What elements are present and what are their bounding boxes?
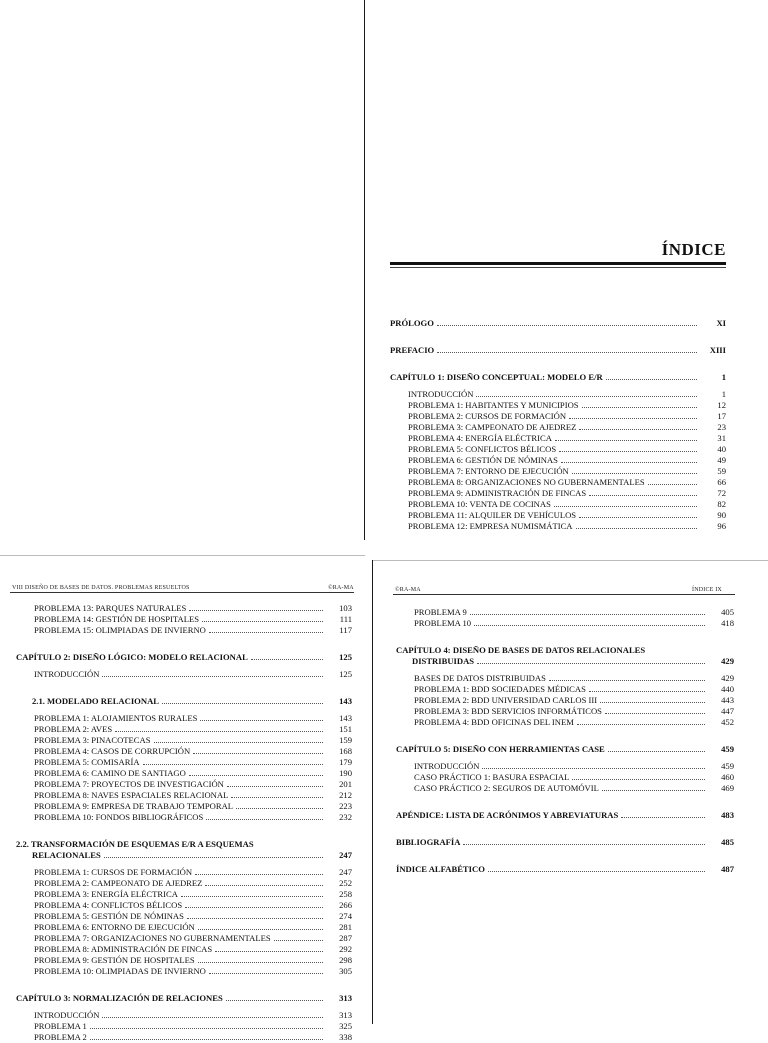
- toc-page-number: 31: [717, 433, 726, 443]
- toc-entry-label: PROBLEMA 8: ORGANIZACIONES NO GUBERNAMENTALES: [408, 477, 645, 487]
- toc-page-number: 313: [339, 1010, 352, 1020]
- leader-dots: [236, 808, 323, 809]
- toc-entry[interactable]: [16, 966, 352, 977]
- toc-entry-label: PROBLEMA 12: EMPRESA NUMISMÁTICA: [408, 521, 573, 531]
- toc-entry-label: PROBLEMA 10: FONDOS BIBLIOGRÁFICOS: [34, 812, 204, 822]
- leader-dots: [227, 786, 323, 787]
- toc-entry-label: PROBLEMA 7: ORGANIZACIONES NO GUBERNAMENTALES: [34, 933, 271, 943]
- toc-entry[interactable]: [396, 783, 734, 794]
- toc-entry[interactable]: [16, 713, 352, 724]
- leader-dots: [195, 874, 323, 875]
- toc-page-number: 459: [721, 761, 734, 771]
- toc-entry[interactable]: [390, 411, 726, 422]
- leader-dots: [198, 929, 323, 930]
- toc-entry[interactable]: [16, 867, 352, 878]
- leader-dots: [602, 790, 705, 791]
- toc-page-number: 103: [339, 603, 352, 613]
- toc-entry[interactable]: [396, 695, 734, 706]
- toc-page-number: 452: [721, 717, 734, 727]
- leader-dots: [589, 691, 705, 692]
- toc-entry-label: PROBLEMA 11: ALQUILER DE VEHÍCULOS: [408, 510, 577, 520]
- toc-entry[interactable]: [16, 900, 352, 911]
- toc-entry-label: PROBLEMA 6: GESTIÓN DE NÓMINAS: [408, 455, 558, 465]
- leader-dots: [569, 418, 697, 419]
- leader-dots: [582, 407, 697, 408]
- toc-heading[interactable]: [396, 837, 734, 848]
- toc-entry-label: PRÓLOGO: [390, 318, 434, 328]
- toc-spacer: [396, 794, 734, 810]
- toc-entry[interactable]: [396, 607, 734, 618]
- toc-page-3: [396, 607, 734, 875]
- toc-entry[interactable]: [16, 779, 352, 790]
- toc-page-number: 325: [339, 1021, 352, 1031]
- page-title: ÍNDICE: [661, 240, 726, 259]
- toc-page-number: 96: [717, 521, 726, 531]
- toc-heading-label: DISTRIBUIDAS: [412, 656, 475, 666]
- toc-entry[interactable]: [396, 673, 734, 684]
- toc-page-number: 429: [721, 656, 734, 666]
- toc-entry-label: PROBLEMA 14: GESTIÓN DE HOSPITALES: [34, 614, 199, 624]
- toc-page-number: 281: [339, 922, 352, 932]
- toc-page-1: [390, 318, 726, 532]
- leader-dots: [579, 517, 697, 518]
- toc-entry[interactable]: [390, 466, 726, 477]
- toc-spacer: [396, 728, 734, 744]
- toc-page-number: 72: [717, 488, 726, 498]
- toc-entry-label: INTRODUCCIÓN: [414, 761, 480, 771]
- leader-dots: [209, 973, 323, 974]
- running-header-left: VIII DISEÑO DE BASES DE DATOS. PROBLEMAS RESUELTOS: [12, 585, 190, 591]
- toc-entry-label: CASO PRÁCTICO 1: BASURA ESPACIAL: [414, 772, 570, 782]
- running-header-right: ©RA-MA: [328, 585, 354, 591]
- toc-entry-label: PROBLEMA 6: ENTORNO DE EJECUCIÓN: [34, 922, 195, 932]
- toc-entry[interactable]: [16, 669, 352, 680]
- toc-page-number: 274: [339, 911, 352, 921]
- toc-entry-label: PROBLEMA 4: CASOS DE CORRUPCIÓN: [34, 746, 191, 756]
- toc-entry[interactable]: [396, 761, 734, 772]
- toc-entry-label: PROBLEMA 2: CAMPEONATO DE AJEDREZ: [34, 878, 203, 888]
- toc-spacer: [16, 680, 352, 696]
- toc-page-number: 201: [339, 779, 352, 789]
- toc-page-number: 179: [339, 757, 352, 767]
- toc-entry-label: PROBLEMA 9: ADMINISTRACIÓN DE FINCAS: [408, 488, 587, 498]
- toc-page-number: 117: [339, 625, 352, 635]
- toc-page-number: 17: [717, 411, 726, 421]
- toc-entry-label: PROBLEMA 1: ALOJAMIENTOS RURALES: [34, 713, 198, 723]
- leader-dots: [555, 440, 697, 441]
- leader-dots: [621, 817, 705, 818]
- toc-heading[interactable]: [16, 993, 352, 1004]
- toc-entry[interactable]: [16, 625, 352, 636]
- toc-page-number: 469: [721, 783, 734, 793]
- toc-entry-label: APÉNDICE: LISTA DE ACRÓNIMOS Y ABREVIATURAS: [396, 810, 619, 820]
- title-rule-thin: [390, 267, 726, 268]
- leader-dots: [205, 885, 323, 886]
- toc-entry[interactable]: [390, 422, 726, 433]
- toc-page-number: 443: [721, 695, 734, 705]
- toc-entry-label: PROBLEMA 3: ENERGÍA ELÉCTRICA: [34, 889, 178, 899]
- toc-page-number: XI: [716, 318, 726, 328]
- toc-entry-label: PROBLEMA 1: HABITANTES Y MUNICIPIOS: [408, 400, 579, 410]
- leader-dots: [589, 495, 697, 496]
- toc-entry-label: BIBLIOGRAFÍA: [396, 837, 461, 847]
- toc-entry-label: PROBLEMA 10: OLIMPIADAS DE INVIERNO: [34, 966, 206, 976]
- leader-dots: [251, 659, 323, 660]
- leader-dots: [554, 506, 697, 507]
- toc-entry[interactable]: [16, 746, 352, 757]
- toc-entry-label: ÍNDICE ALFABÉTICO: [396, 864, 485, 874]
- leader-dots: [226, 1000, 323, 1001]
- toc-entry[interactable]: [16, 1032, 352, 1043]
- leader-dots: [648, 484, 697, 485]
- toc-entry-label: PROBLEMA 9: GESTIÓN DE HOSPITALES: [34, 955, 195, 965]
- toc-entry[interactable]: [16, 889, 352, 900]
- toc-entry-label: PROBLEMA 3: PINACOTECAS: [34, 735, 151, 745]
- toc-entry-label: INTRODUCCIÓN: [34, 1010, 100, 1020]
- leader-dots: [476, 396, 697, 397]
- toc-entry-label: PROBLEMA 4: ENERGÍA ELÉCTRICA: [408, 433, 552, 443]
- toc-heading-label: CAPÍTULO 4: DISEÑO DE BASES DE DATOS RELACIONALES: [396, 645, 646, 655]
- toc-entry-label: PROBLEMA 9: [414, 607, 467, 617]
- leader-dots: [488, 871, 705, 872]
- toc-page-number: 90: [717, 510, 726, 520]
- toc-page-number: 247: [339, 850, 352, 860]
- leader-dots: [559, 451, 697, 452]
- toc-page-number: 418: [721, 618, 734, 628]
- toc-entry[interactable]: [396, 684, 734, 695]
- toc-heading[interactable]: [16, 696, 352, 707]
- toc-page-number: XIII: [709, 345, 726, 355]
- header-rule: [10, 592, 354, 593]
- toc-entry[interactable]: [390, 433, 726, 444]
- toc-entry[interactable]: [16, 614, 352, 625]
- leader-dots: [437, 325, 697, 326]
- toc-entry-label: PROBLEMA 1: CURSOS DE FORMACIÓN: [34, 867, 193, 877]
- toc-entry-label: BASES DE DATOS DISTRIBUIDAS: [414, 673, 546, 683]
- toc-heading[interactable]: [16, 652, 352, 663]
- toc-entry[interactable]: [390, 510, 726, 521]
- running-header-left: ©RA-MA: [395, 587, 421, 593]
- page-divider-bottom: [372, 560, 373, 1024]
- leader-dots: [193, 753, 323, 754]
- toc-entry[interactable]: [16, 944, 352, 955]
- leader-dots: [231, 797, 323, 798]
- leader-dots: [102, 676, 323, 677]
- toc-entry-label: 2.1. MODELADO RELACIONAL: [32, 696, 160, 706]
- leader-dots: [579, 429, 697, 430]
- toc-entry-label: PROBLEMA 6: CAMINO DE SANTIAGO: [34, 768, 186, 778]
- toc-entry-label: PROBLEMA 4: BDD OFICINAS DEL INEM: [414, 717, 574, 727]
- leader-dots: [189, 775, 323, 776]
- toc-page-number: 190: [339, 768, 352, 778]
- leader-dots: [162, 703, 323, 704]
- toc-page-number: 483: [721, 810, 734, 820]
- leader-dots: [181, 896, 323, 897]
- toc-entry-label: PROBLEMA 8: NAVES ESPACIALES RELACIONAL: [34, 790, 229, 800]
- toc-entry[interactable]: [16, 812, 352, 823]
- toc-heading[interactable]: [390, 345, 726, 356]
- leader-dots: [189, 610, 323, 611]
- leader-dots: [600, 702, 705, 703]
- toc-entry-label: PROBLEMA 3: CAMPEONATO DE AJEDREZ: [408, 422, 577, 432]
- toc-page-number: 247: [339, 867, 352, 877]
- toc-page-number: 1: [721, 389, 726, 399]
- toc-page-number: 266: [339, 900, 352, 910]
- page-edge-right: [373, 560, 768, 561]
- toc-entry-label: INTRODUCCIÓN: [408, 389, 474, 399]
- leader-dots: [104, 857, 323, 858]
- leader-dots: [154, 742, 323, 743]
- toc-heading-label: 2.2. TRANSFORMACIÓN DE ESQUEMAS E/R A ESQUEMAS: [16, 839, 254, 849]
- toc-entry[interactable]: [390, 477, 726, 488]
- toc-page-number: 12: [717, 400, 726, 410]
- toc-entry[interactable]: [396, 618, 734, 629]
- toc-entry[interactable]: [390, 488, 726, 499]
- toc-page-number: 223: [339, 801, 352, 811]
- toc-page-number: 66: [717, 477, 726, 487]
- toc-page-number: 59: [717, 466, 726, 476]
- toc-entry[interactable]: [16, 757, 352, 768]
- leader-dots: [482, 768, 705, 769]
- toc-heading[interactable]: [390, 372, 726, 383]
- toc-page-number: 258: [339, 889, 352, 899]
- toc-entry[interactable]: [16, 724, 352, 735]
- toc-page-number: 440: [721, 684, 734, 694]
- toc-page-number: 125: [339, 669, 352, 679]
- leader-dots: [90, 1039, 323, 1040]
- toc-heading[interactable]: [390, 318, 726, 329]
- toc-page-number: 212: [339, 790, 352, 800]
- toc-page-number: 23: [717, 422, 726, 432]
- toc-entry-label: PROBLEMA 1: [34, 1021, 87, 1031]
- leader-dots: [606, 379, 697, 380]
- toc-entry-label: INTRODUCCIÓN: [34, 669, 100, 679]
- leader-dots: [274, 940, 323, 941]
- toc-page-2: [16, 603, 352, 1043]
- toc-entry[interactable]: [16, 768, 352, 779]
- leader-dots: [202, 621, 323, 622]
- leader-dots: [463, 844, 705, 845]
- toc-entry[interactable]: [16, 933, 352, 944]
- toc-entry-label: CAPÍTULO 5: DISEÑO CON HERRAMIENTAS CASE: [396, 744, 605, 754]
- toc-entry[interactable]: [390, 400, 726, 411]
- toc-heading[interactable]: [396, 810, 734, 821]
- toc-heading[interactable]: [396, 645, 734, 656]
- leader-dots: [576, 528, 697, 529]
- toc-entry[interactable]: [16, 603, 352, 614]
- toc-entry[interactable]: [390, 521, 726, 532]
- toc-entry-label: PROBLEMA 15: OLIMPIADAS DE INVIERNO: [34, 625, 206, 635]
- leader-dots: [561, 462, 697, 463]
- toc-heading-continuation[interactable]: [396, 656, 734, 667]
- toc-entry[interactable]: [16, 801, 352, 812]
- toc-page-number: 487: [721, 864, 734, 874]
- page-edge-left: [0, 555, 365, 556]
- leader-dots: [187, 918, 323, 919]
- leader-dots: [470, 614, 705, 615]
- toc-spacer: [396, 848, 734, 864]
- leader-dots: [143, 764, 323, 765]
- toc-spacer: [390, 356, 726, 372]
- toc-entry-label: PREFACIO: [390, 345, 435, 355]
- leader-dots: [102, 1017, 323, 1018]
- toc-entry-label: PROBLEMA 3: BDD SERVICIOS INFORMÁTICOS: [414, 706, 602, 716]
- toc-page-number: 143: [339, 713, 352, 723]
- toc-page-number: 287: [339, 933, 352, 943]
- toc-entry[interactable]: [16, 1021, 352, 1032]
- toc-entry[interactable]: [16, 878, 352, 889]
- toc-entry-label: PROBLEMA 13: PARQUES NATURALES: [34, 603, 187, 613]
- title-rule: [390, 262, 726, 265]
- leader-dots: [198, 962, 323, 963]
- toc-entry-label: PROBLEMA 1: BDD SOCIEDADES MÉDICAS: [414, 684, 586, 694]
- leader-dots: [185, 907, 323, 908]
- toc-page-number: 447: [721, 706, 734, 716]
- toc-entry[interactable]: [396, 706, 734, 717]
- toc-page-number: 405: [721, 607, 734, 617]
- leader-dots: [90, 1028, 323, 1029]
- toc-page-number: 1: [721, 372, 726, 382]
- toc-spacer: [396, 821, 734, 837]
- toc-spacer: [390, 329, 726, 345]
- toc-entry-label: PROBLEMA 5: CONFLICTOS BÉLICOS: [408, 444, 557, 454]
- toc-spacer: [16, 977, 352, 993]
- toc-entry-label: PROBLEMA 7: ENTORNO DE EJECUCIÓN: [408, 466, 569, 476]
- toc-entry-label: PROBLEMA 5: GESTIÓN DE NÓMINAS: [34, 911, 184, 921]
- toc-entry[interactable]: [390, 389, 726, 400]
- toc-entry-label: PROBLEMA 2: AVES: [34, 724, 113, 734]
- leader-dots: [209, 632, 323, 633]
- leader-dots: [572, 473, 697, 474]
- leader-dots: [437, 352, 697, 353]
- toc-entry-label: PROBLEMA 2: BDD UNIVERSIDAD CARLOS III: [414, 695, 598, 705]
- toc-page-number: 485: [721, 837, 734, 847]
- toc-entry[interactable]: [16, 1010, 352, 1021]
- toc-spacer: [16, 636, 352, 652]
- leader-dots: [215, 951, 323, 952]
- toc-entry[interactable]: [390, 444, 726, 455]
- toc-page-number: 305: [339, 966, 352, 976]
- toc-entry-label: PROBLEMA 8: ADMINISTRACIÓN DE FINCAS: [34, 944, 213, 954]
- toc-entry-label: PROBLEMA 2: CURSOS DE FORMACIÓN: [408, 411, 567, 421]
- toc-spacer: [396, 629, 734, 645]
- toc-entry-label: CASO PRÁCTICO 2: SEGUROS DE AUTOMÓVIL: [414, 783, 599, 793]
- toc-entry-label: CAPÍTULO 3: NORMALIZACIÓN DE RELACIONES: [16, 993, 223, 1003]
- leader-dots: [206, 819, 323, 820]
- toc-page-number: 49: [717, 455, 726, 465]
- toc-entry[interactable]: [16, 735, 352, 746]
- toc-entry[interactable]: [396, 772, 734, 783]
- toc-entry-label: PROBLEMA 4: CONFLICTOS BÉLICOS: [34, 900, 183, 910]
- toc-heading-continuation[interactable]: [16, 850, 352, 861]
- toc-entry-label: PROBLEMA 10: VENTA DE COCINAS: [408, 499, 551, 509]
- toc-page-number: 313: [339, 993, 352, 1003]
- toc-entry-label: CAPÍTULO 2: DISEÑO LÓGICO: MODELO RELACIONAL: [16, 652, 248, 662]
- toc-entry-label: CAPÍTULO 1: DISEÑO CONCEPTUAL: MODELO E/R: [390, 372, 603, 382]
- toc-page-number: 429: [721, 673, 734, 683]
- toc-heading[interactable]: [396, 864, 734, 875]
- page-divider-top: [364, 0, 365, 540]
- toc-page-number: 460: [721, 772, 734, 782]
- leader-dots: [608, 751, 705, 752]
- leader-dots: [577, 724, 705, 725]
- toc-page-number: 40: [717, 444, 726, 454]
- toc-spacer: [16, 823, 352, 839]
- toc-entry-label: PROBLEMA 2: [34, 1032, 87, 1042]
- toc-heading[interactable]: [16, 839, 352, 850]
- toc-page-number: 298: [339, 955, 352, 965]
- toc-page-number: 82: [717, 499, 726, 509]
- toc-heading[interactable]: [396, 744, 734, 755]
- header-rule: [393, 594, 735, 595]
- toc-page-number: 125: [339, 652, 352, 662]
- toc-entry[interactable]: [390, 455, 726, 466]
- toc-entry[interactable]: [390, 499, 726, 510]
- toc-entry-label: PROBLEMA 9: EMPRESA DE TRABAJO TEMPORAL: [34, 801, 234, 811]
- leader-dots: [115, 731, 323, 732]
- toc-page-number: 151: [339, 724, 352, 734]
- toc-page-number: 143: [339, 696, 352, 706]
- running-header-right: ÍNDICE IX: [692, 587, 722, 593]
- toc-entry[interactable]: [16, 790, 352, 801]
- leader-dots: [549, 680, 705, 681]
- toc-entry-label: PROBLEMA 5: COMISARÍA: [34, 757, 140, 767]
- toc-page-number: 459: [721, 744, 734, 754]
- toc-entry-label: PROBLEMA 10: [414, 618, 472, 628]
- toc-entry[interactable]: [396, 717, 734, 728]
- toc-page-number: 159: [339, 735, 352, 745]
- toc-heading-label: RELACIONALES: [32, 850, 101, 860]
- toc-page-number: 168: [339, 746, 352, 756]
- leader-dots: [474, 625, 705, 626]
- toc-page-number: 338: [339, 1032, 352, 1042]
- toc-page-number: 232: [339, 812, 352, 822]
- leader-dots: [477, 663, 705, 664]
- toc-entry[interactable]: [16, 922, 352, 933]
- toc-page-number: 292: [339, 944, 352, 954]
- toc-entry[interactable]: [16, 955, 352, 966]
- leader-dots: [200, 720, 323, 721]
- leader-dots: [605, 713, 705, 714]
- toc-page-number: 111: [339, 614, 352, 624]
- toc-page-number: 252: [339, 878, 352, 888]
- toc-entry[interactable]: [16, 911, 352, 922]
- leader-dots: [572, 779, 705, 780]
- toc-entry-label: PROBLEMA 7: PROYECTOS DE INVESTIGACIÓN: [34, 779, 224, 789]
